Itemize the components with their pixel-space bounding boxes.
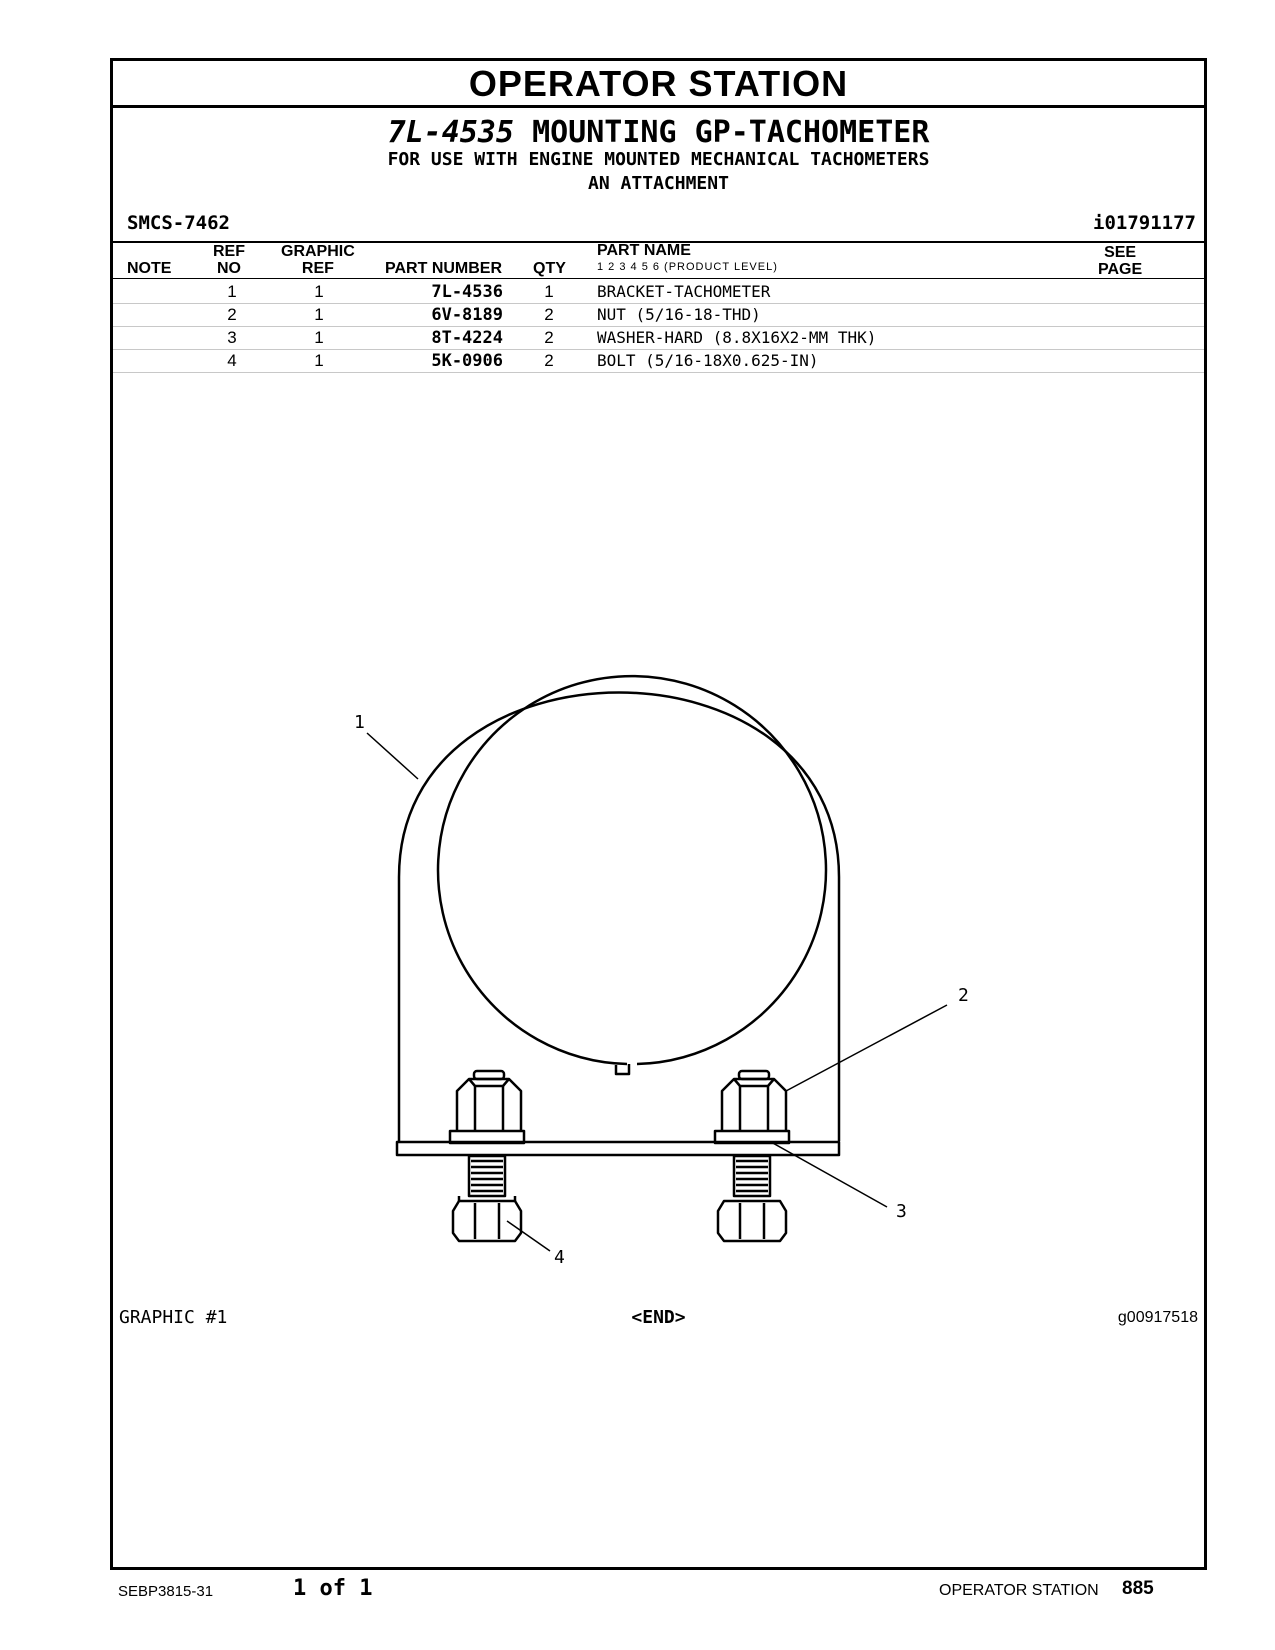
- quantity: 2: [544, 328, 554, 347]
- col-graphic-line2: REF: [301, 260, 334, 277]
- bracket-notch: [616, 1064, 629, 1074]
- usage-subtitle: FOR USE WITH ENGINE MOUNTED MECHANICAL TACHOMETERS: [387, 149, 930, 170]
- graphic-ref: 1: [314, 351, 324, 370]
- col-see-line2: PAGE: [1098, 261, 1143, 278]
- quantity: 2: [544, 351, 554, 370]
- callout-4: 4: [554, 1247, 565, 1268]
- ref-no: 4: [227, 351, 237, 370]
- graphic-id: g00917518: [1117, 1309, 1198, 1326]
- part-number: 7L-4536: [431, 282, 503, 302]
- leader-line-1: [367, 733, 418, 779]
- left-bolt: [453, 1156, 521, 1241]
- ref-no: 2: [227, 305, 237, 324]
- document-id: i01791177: [1093, 212, 1196, 234]
- graphic-label: GRAPHIC #1: [119, 1307, 228, 1328]
- col-see-line1: SEE: [1104, 244, 1137, 261]
- right-bolt: [718, 1156, 786, 1241]
- part-number: 6V-8189: [431, 305, 503, 325]
- ref-no: 3: [227, 328, 237, 347]
- part-name: BOLT (5/16-18X0.625-IN): [597, 351, 819, 370]
- leader-line-3: [771, 1142, 887, 1207]
- col-part-number: PART NUMBER: [385, 260, 503, 277]
- page-frame: [110, 58, 1207, 1570]
- col-graphic-line1: GRAPHIC: [281, 243, 355, 260]
- footer-page-of: 1 of 1: [293, 1576, 373, 1601]
- graphic-ref: 1: [314, 305, 324, 324]
- graphic-ref: 1: [314, 328, 324, 347]
- smcs-code: SMCS-7462: [127, 212, 230, 234]
- footer-doc-number: SEBP3815-31: [118, 1583, 214, 1600]
- parts-illustration: [113, 61, 1204, 1567]
- attachment-subtitle: AN ATTACHMENT: [588, 173, 729, 194]
- part-name: NUT (5/16-18-THD): [597, 305, 761, 324]
- part-number: 8T-4224: [431, 328, 503, 348]
- bracket-bore: [438, 676, 826, 1064]
- group-part-number: 7L-4535: [387, 115, 514, 150]
- col-ref-line2: NO: [217, 260, 241, 277]
- group-name: MOUNTING GP-TACHOMETER: [532, 115, 930, 150]
- product-levels: 1 2 3 4 5 6 (PRODUCT LEVEL): [597, 261, 778, 273]
- leader-line-4: [507, 1221, 550, 1251]
- ref-no: 1: [227, 282, 237, 301]
- col-ref-line1: REF: [213, 243, 245, 260]
- part-name: BRACKET-TACHOMETER: [597, 282, 771, 301]
- callout-1: 1: [354, 712, 365, 733]
- right-nut-assembly: [715, 1071, 789, 1143]
- footer-section: OPERATOR STATION: [939, 1582, 1099, 1599]
- section-title: OPERATOR STATION: [113, 61, 1204, 108]
- graphic-ref: 1: [314, 282, 324, 301]
- col-part-name-label: PART NAME: [597, 242, 691, 259]
- left-nut-assembly: [450, 1071, 524, 1143]
- leader-line-2: [786, 1005, 947, 1091]
- end-marker: <END>: [631, 1307, 686, 1328]
- quantity: 1: [544, 282, 554, 301]
- col-note: NOTE: [127, 260, 172, 277]
- col-qty: QTY: [533, 260, 566, 277]
- callout-2: 2: [958, 985, 969, 1006]
- part-name: WASHER-HARD (8.8X16X2-MM THK): [597, 328, 877, 347]
- part-number: 5K-0906: [431, 351, 503, 371]
- callout-3: 3: [896, 1201, 907, 1222]
- quantity: 2: [544, 305, 554, 324]
- footer-page-number: 885: [1122, 1578, 1154, 1599]
